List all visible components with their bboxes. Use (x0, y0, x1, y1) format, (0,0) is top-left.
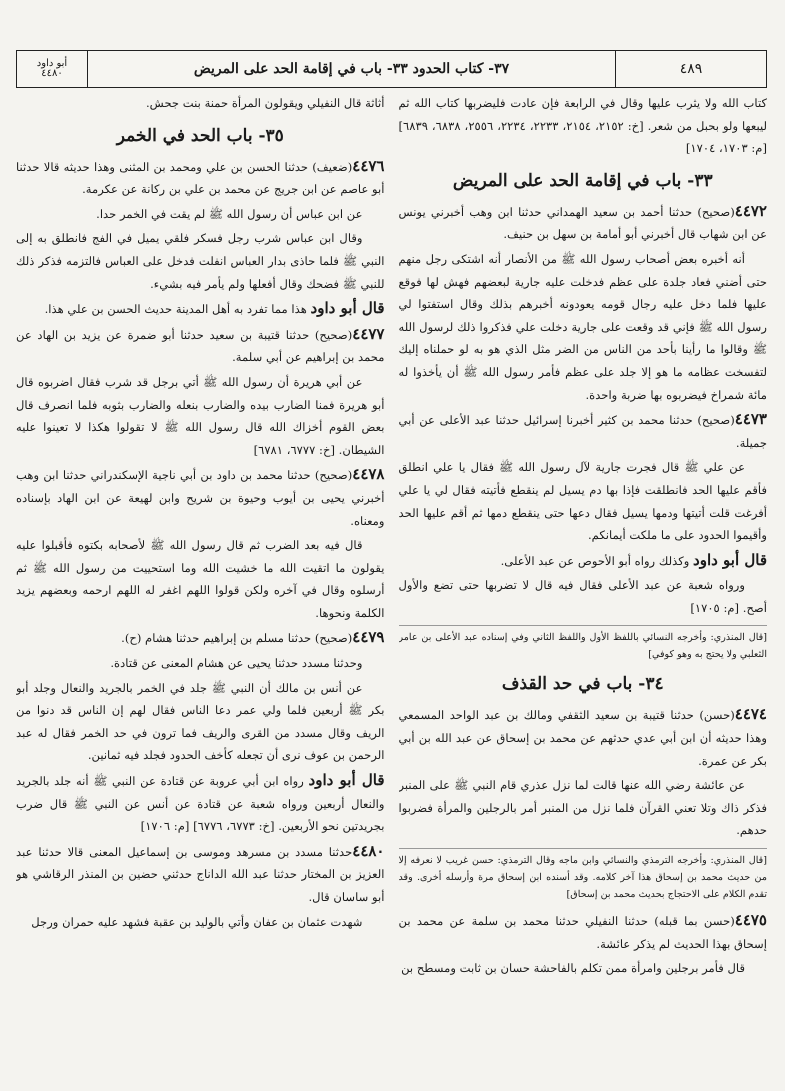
chapter-heading-35: ٣٥- باب الحد في الخمر (116, 125, 284, 146)
isnad: (صحيح) حدثنا محمد بن داود بن أبي ناجية الإسكندراني حدثنا ابن وهب أخبرني يحيى بن أيوب وحيوة بن شريح وابن لهيعة عن ابن الهاد بإسناده ومعناه. (16, 468, 385, 528)
running-header (16, 50, 767, 88)
isnad: (ضعيف) حدثنا الحسن بن علي ومحمد بن المثنى وهذا حديثه قالا حدثنا أبو عاصم عن ابن جريج عن محمد بن علي بن ركانة عن عكرمة. (16, 159, 385, 197)
hadith-4480 (16, 840, 385, 909)
isnad-continued: وحدثنا مسدد حدثنا يحيى عن هشام المعنى عن قتادة. (110, 656, 363, 671)
hadith-range: ٤٤٨٠ (41, 68, 63, 79)
abu-dawud-label: قال أبو داود (693, 550, 767, 569)
abu-dawud-comment (16, 297, 385, 321)
hadith-number: ٤٤٧٨ (352, 465, 385, 484)
hadith-4475 (399, 909, 768, 955)
hadith-4478 (16, 463, 385, 532)
hadith-4477 (16, 323, 385, 369)
matn: عن ابن عباس أن رسول الله ﷺ لم يقت في الخمر حدا. (96, 206, 363, 221)
isnad: (حسن) حدثنا قتيبة بن سعيد الثقفي ومالك بن عبد الواحد المسمعي وهذا حديثه أن ابن أبي عدي حدثهم عن محمد بن إسحاق عن عبد الله بن أبي بكر عن عمرة. (398, 708, 767, 768)
hadith-4474 (399, 703, 768, 772)
hadith-number: ٤٤٧٣ (734, 410, 767, 429)
chapter-title: ٣٧- كتاب الحدود ٣٣- باب في إقامة الحد على المريض (193, 61, 510, 77)
isnad: (صحيح) حدثنا أحمد بن سعيد الهمداني حدثنا ابن وهب أخبرني يونس عن ابن شهاب قال أخبرني أبو أمامة بن سهل بن حنيف. (398, 204, 767, 242)
book-name: أبو داود (36, 57, 68, 69)
chapter-heading-34: ٣٤- باب في حد القذف (501, 674, 664, 695)
hadith-number: ٤٤٨٠ (352, 841, 385, 860)
hadith-number: ٤٤٧٤ (734, 705, 767, 724)
hadith-number: ٤٤٧٦ (352, 156, 385, 175)
paragraph: أثاثة قال النفيلي ويقولون المرأة حمنة بنت جحش. (145, 96, 385, 110)
abu-dawud-label: قال أبو داود (308, 771, 385, 790)
abu-dawud-comment (399, 549, 768, 573)
matn: وقال ابن عباس شرب رجل فسكر فلقي يميل في الفج فانطلق به إلى النبي ﷺ فلما حاذى بدار العباس انفلت فدخل على العباس فالتزمه فذكر ذلك للنبي ﷺ فضحك وقال أفعلها ولم يأمر فيه بشيء. (16, 231, 385, 291)
matn: شهدت عثمان بن عفان وأتي بالوليد بن عقبة فشهد عليه حمران ورجل (31, 914, 363, 929)
matn: عن أبي هريرة أن رسول الله ﷺ أتي برجل قد شرب فقال اضربوه قال أبو هريرة فمنا الضارب بيده والضارب بنعله والضارب بثوبه فلما انصرف قال بعض القوم أخزاك الله قال رسول الله ﷺ لا تقولوا هكذا لا تعينوا عليه الشيطان. [خ: ٦٧٧٧، ٦٧٨١] (16, 374, 385, 457)
right-column (399, 92, 768, 1091)
isnad: (صحيح) حدثنا مسلم بن إبراهيم حدثنا هشام (ح). (121, 631, 353, 646)
matn: عن أنس بن مالك أن النبي ﷺ جلد في الخمر بالجريد والنعال وجلد أبو بكر ﷺ أربعين فلما ولي عمر دعا الناس فقال لهم إن الناس قد دنوا من الريف وقال مسدد من القرى والريف فما ترون في حد الخمر فقال له عبد الرحمن بن عوف نرى أن تجعله كأخف الحدود فجلد فيه ثمانين. (16, 680, 385, 763)
hadith-number: ٤٤٧٥ (734, 911, 767, 930)
book-marker (17, 51, 88, 87)
page-number: ٤٨٩ (615, 51, 766, 87)
comment-text: وكذلك رواه أبو الأحوص عن عبد الأعلى. (500, 553, 690, 568)
hadith-number: ٤٤٧٧ (352, 324, 385, 343)
isnad: (صحيح) حدثنا محمد بن كثير أخبرنا إسرائيل حدثنا عبد الأعلى عن أبي جميلة. (398, 413, 767, 450)
matn: عن عائشة رضي الله عنها قالت لما نزل عذري قام النبي ﷺ على المنبر فذكر ذاك وتلا تعني القرآن فلما نزل من المنبر أمر بالرجلين والمرأة فضربوا حدهم. (398, 778, 767, 838)
isnad: حدثنا مسدد بن مسرهد وموسى بن إسماعيل المعنى قالا حدثنا عبد العزيز بن المختار حدثنا عبد الله الداناج حدثني حضين بن المنذر الرقاشي هو أبو ساسان قال. (16, 844, 385, 904)
isnad: (صحيح) حدثنا قتيبة بن سعيد حدثنا أبو ضمرة عن يزيد بن الهاد عن محمد بن إبراهيم عن أبي سلمة. (16, 327, 385, 365)
matn: قال فيه بعد الضرب ثم قال رسول الله ﷺ لأصحابه بكتوه فأقبلوا عليه يقولون ما اتقيت الله ما خشيت الله وما استحييت من رسول الله ﷺ ثم أرسلوه وقال في آخره ولكن قولوا اللهم اغفر له اللهم ارحمه وبعضهم يزيد الكلمة ونحوها. (16, 538, 385, 620)
mundhiri-note: [قال المنذري: وأخرجه النسائي باللفظ الأول واللفظ الثاني وفي إسناده عبد الأعلى بن عامر الثعلبي ولا يحتج به وهو كوفي] (399, 625, 768, 663)
left-column (16, 92, 385, 1091)
hadith-4473 (399, 408, 768, 454)
abu-dawud-label: قال أبو داود (310, 299, 385, 318)
hadith-4472 (399, 200, 768, 246)
comment-text: هذا مما تفرد به أهل المدينة حديث الحسن بن علي هذا. (44, 302, 307, 317)
hadith-4479 (16, 626, 385, 650)
matn: عن علي ﷺ قال فجرت جارية لآل رسول الله ﷺ فقال يا علي انطلق فأقم عليها الحد فانطلقت فإذا بها دم يسيل لم ينقطع فأتيته فقال لي يا علي أفرغت قلت أتيتها ودمها يسيل فقال دعها حتى ينقطع دمها ثم أقم عليها الحد وأقيموا الحدود على ما ملكت أيمانكم. (398, 460, 767, 543)
matn: قال فأمر برجلين وامرأة ممن تكلم بالفاحشة حسان بن ثابت ومسطح بن (401, 961, 745, 976)
abu-dawud-comment (16, 769, 385, 838)
hadith-number: ٤٤٧٩ (352, 628, 385, 647)
mundhiri-note: [قال المنذري: وأخرجه الترمذي والنسائي وابن ماجه وقال الترمذي: حسن غريب لا نعرفه إلا من حديث محمد بن إسحاق هذا آخر كلامه. وقد أسنده ابن إسحاق مرة وأرسله أخرى. وقد تقدم الكلام على الاحتجاج بحديث محمد بن إسحاق] (399, 848, 768, 903)
hadith-number: ٤٤٧٢ (734, 201, 767, 220)
comment-text: رواه ابن أبي عروبة عن قتادة عن النبي ﷺ أنه جلد بالجريد والنعال أربعين ورواه شعبة عن قتادة عن أنس عن النبي ﷺ قال ضرب بجريدتين نحو الأربعين. [خ: ٦٧٧٣، ٦٧٧٦] [م: ١٧٠٦] (16, 774, 385, 834)
matn: أنه أخبره بعض أصحاب رسول الله ﷺ من الأنصار أنه اشتكى رجل منهم حتى أضني فعاد جلدة على عظم فدخلت عليه جارية لبعضهم فهش لها فوقع عليها فلما دخل عليه رجال قومه يعودونه أخبرهم بذلك وقال استفتوا لي رسول الله ﷺ فإني قد وقعت على جارية دخلت علي فذكروا ذلك لرسول الله ﷺ وقالوا ما رأينا بأحد من الناس من الضر مثل الذي هو به لو حملناه إليك لتفسخت عظامه ما هو إلا جلد على عظم فأمر رسول الله ﷺ أن يأخذوا له مائة شمراخ فيضربوه بها ضربة واحدة. (398, 251, 767, 402)
isnad: (حسن بما قبله) حدثنا النفيلي حدثنا محمد بن سلمة عن محمد بن إسحاق بهذا الحديث لم يذكر عائشة. (398, 914, 767, 951)
paragraph: ورواه شعبة عن عبد الأعلى فقال فيه قال لا تضربها حتى تضع والأول أصح. [م: ١٧٠٥] (398, 578, 767, 615)
text-columns (16, 92, 767, 1091)
paragraph: كتاب الله ولا يثرب عليها وقال في الرابعة فإن عادت فليضربها كتاب الله ثم ليبعها ولو بحبل من شعر. [خ: ٢١٥٢، ٢١٥٤، ٢٢٣٣، ٢٢٣٤، ٢٥٥٦، ٦٨٣٨، ٦٨٣٩] [م: ١٧٠٣، ١٧٠٤] (398, 96, 767, 156)
hadith-4476 (16, 155, 385, 201)
chapter-heading-33: ٣٣- باب في إقامة الحد على المريض (452, 170, 713, 191)
